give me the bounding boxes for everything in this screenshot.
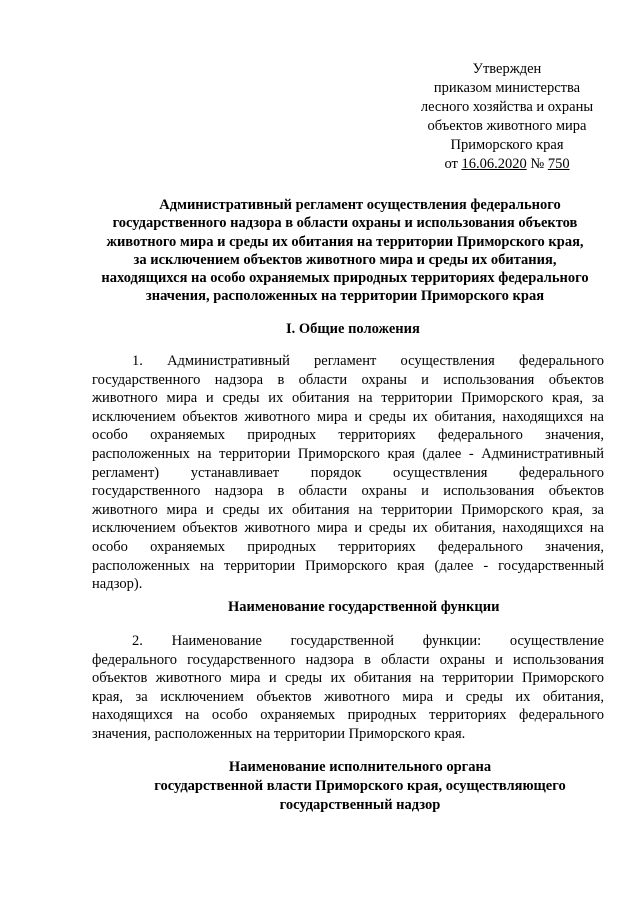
section-heading-general: I. Общие положения: [286, 321, 420, 337]
title-line: находящихся на особо охраняемых природных территориях федерального: [101, 270, 589, 287]
paragraph-line: регламент) устанавливает порядок осуществления федерального: [92, 464, 604, 481]
heading-line: государственной власти Приморского края, осуществляющего: [154, 778, 566, 794]
approval-line: приказом министерства: [433, 80, 581, 96]
title-line: Административный регламент осуществления федерального: [159, 197, 561, 213]
date-prefix: от: [444, 156, 458, 172]
approval-line: Утвержден: [472, 61, 542, 77]
approval-line: объектов животного мира: [427, 118, 587, 134]
approval-number: 750: [547, 156, 570, 172]
paragraph-line: объектов животного мира и среды их обитания на территории Приморского: [92, 670, 604, 687]
title-line: за исключением объектов животного мира и среды их обитания,: [133, 251, 557, 268]
heading-line: Наименование исполнительного органа: [228, 759, 492, 775]
paragraph-line: государственного надзора в области охраны и использования объектов: [92, 483, 604, 500]
paragraph-line: 2. Наименование государственной функции: осуществление: [132, 633, 604, 649]
title-line: государственного надзора в области охраны и использования объектов: [112, 215, 578, 232]
document-title: [80, 196, 610, 306]
heading-line: государственный надзор: [279, 797, 441, 813]
paragraph-2: [92, 632, 604, 744]
paragraph-line: надзор).: [92, 576, 143, 593]
title-line: животного мира и среды их обитания на территории Приморского края,: [106, 233, 584, 250]
paragraph-line: находящихся на особо охраняемых природных территориях федерального: [92, 707, 604, 724]
paragraph-line: края, за исключением объектов животного мира и среды их обитания,: [92, 688, 604, 705]
approval-stamp: [392, 60, 622, 174]
paragraph-line: расположенных на территории Приморского края (далее - государственный: [92, 557, 604, 574]
paragraph-line: исключением объектов животного мира и среды их обитания, находящихся на: [92, 408, 604, 425]
section-heading-function: Наименование государственной функции: [228, 599, 500, 615]
paragraph-line: 1. Административный регламент осуществления федерального: [132, 353, 604, 369]
approval-line: Приморского края: [450, 137, 564, 153]
section-heading-authority: [80, 758, 640, 815]
paragraph-line: федерального государственного надзора в области охраны и использования: [92, 651, 604, 668]
paragraph-line: особо охраняемых природных территориях федерального значения,: [92, 427, 604, 444]
paragraph-line: расположенных на территории Приморского края (далее - Административный: [92, 445, 604, 462]
number-sign: №: [530, 156, 545, 172]
approval-date-line: [392, 155, 622, 174]
paragraph-line: исключением объектов животного мира и среды их обитания, находящихся на: [92, 520, 604, 537]
paragraph-1: [92, 352, 604, 594]
paragraph-line: животного мира и среды их обитания на территории Приморского края, за: [92, 390, 604, 407]
paragraph-line: животного мира и среды их обитания на территории Приморского края, за: [92, 501, 604, 518]
approval-date: 16.06.2020: [461, 156, 527, 172]
paragraph-line: значения, расположенных на территории Приморского края.: [92, 725, 466, 742]
paragraph-line: особо охраняемых природных территориях федерального значения,: [92, 538, 604, 555]
title-line: значения, расположенных на территории Приморского края: [145, 288, 545, 305]
approval-line: лесного хозяйства и охраны: [420, 99, 594, 115]
paragraph-line: государственного надзора в области охраны и использования объектов: [92, 371, 604, 388]
